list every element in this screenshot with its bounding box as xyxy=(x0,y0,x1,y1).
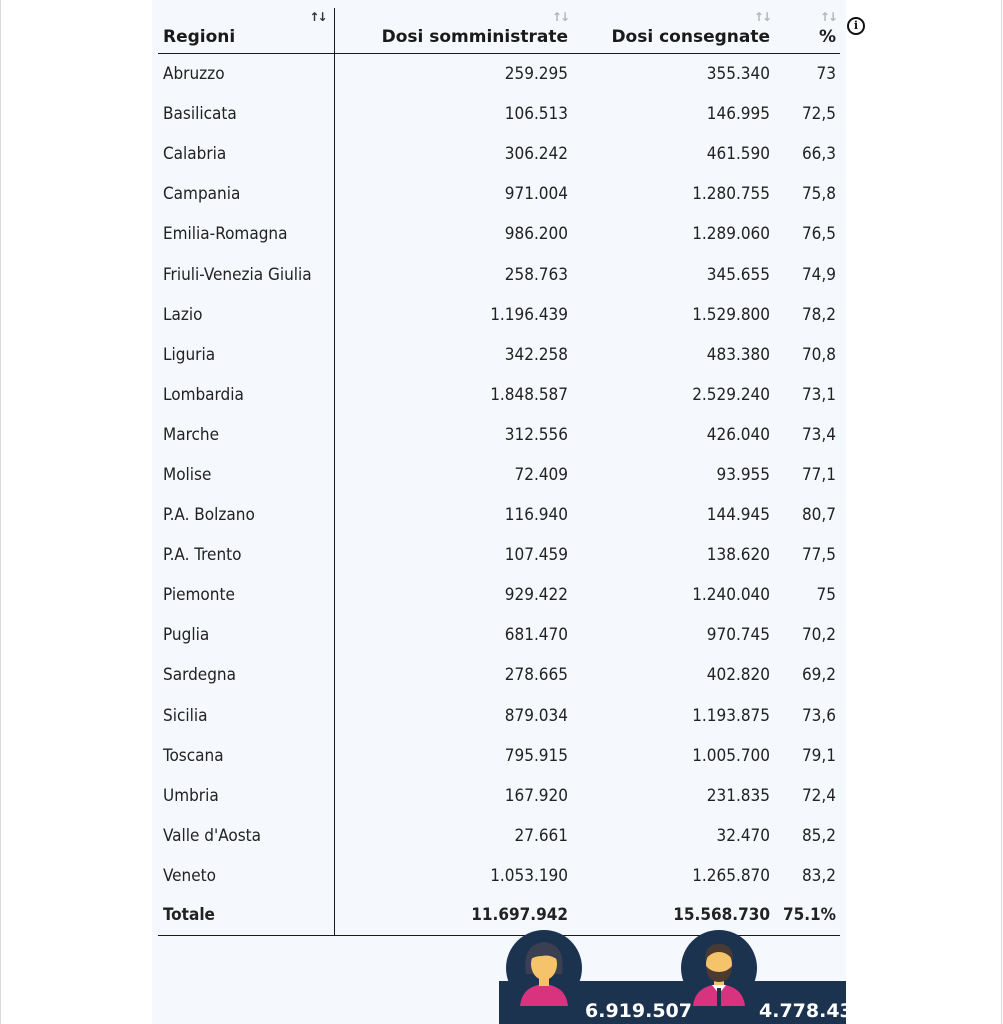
row-administered: 986.200 xyxy=(504,224,568,245)
row-delivered: 355.340 xyxy=(706,64,770,85)
header-administered[interactable] xyxy=(334,8,572,54)
row-administered: 116.940 xyxy=(504,505,568,526)
table-row xyxy=(158,335,840,375)
row-region: Toscana xyxy=(158,736,334,776)
row-percent: 75 xyxy=(816,585,836,606)
row-administered: 306.242 xyxy=(504,144,568,165)
row-region: Emilia-Romagna xyxy=(158,214,334,254)
row-percent: 77,5 xyxy=(801,545,836,566)
row-percent: 75,8 xyxy=(801,184,836,205)
header-administered-label: Dosi somministrate xyxy=(381,27,568,47)
left-edge-divider xyxy=(0,0,1,1024)
header-region[interactable] xyxy=(158,8,334,54)
header-percent-label: % xyxy=(818,27,836,47)
row-administered: 107.459 xyxy=(504,545,568,566)
row-percent: 80,7 xyxy=(801,505,836,526)
row-administered: 929.422 xyxy=(504,585,568,606)
row-percent: 70,2 xyxy=(801,625,836,646)
table-row xyxy=(158,455,840,495)
row-region: Valle d'Aosta xyxy=(158,816,334,856)
table-row xyxy=(158,254,840,294)
table-header-row xyxy=(158,8,840,54)
row-administered: 167.920 xyxy=(504,785,568,806)
row-delivered: 345.655 xyxy=(706,264,770,285)
row-region: Basilicata xyxy=(158,94,334,134)
total-percent: 75.1% xyxy=(774,896,840,936)
table-row xyxy=(158,776,840,816)
row-delivered: 1.280.755 xyxy=(692,184,770,205)
row-percent: 74,9 xyxy=(801,264,836,285)
header-delivered[interactable] xyxy=(572,8,774,54)
row-region: Molise xyxy=(158,455,334,495)
header-percent[interactable] xyxy=(774,8,840,54)
row-region: Puglia xyxy=(158,615,334,655)
women-count: 6.919.507 xyxy=(585,1000,692,1022)
row-administered: 1.196.439 xyxy=(490,304,568,325)
row-percent: 85,2 xyxy=(801,825,836,846)
row-percent: 78,2 xyxy=(801,304,836,325)
header-region-label: Regioni xyxy=(163,27,236,47)
table-row xyxy=(158,696,840,736)
table-row xyxy=(158,816,840,856)
table-row xyxy=(158,295,840,335)
row-delivered: 138.620 xyxy=(706,545,770,566)
row-percent: 72,5 xyxy=(801,104,836,125)
row-delivered: 970.745 xyxy=(706,625,770,646)
header-delivered-label: Dosi consegnate xyxy=(611,27,770,47)
table-row xyxy=(158,575,840,615)
info-icon[interactable]: i xyxy=(847,17,865,35)
row-region: Abruzzo xyxy=(158,54,334,95)
row-administered: 278.665 xyxy=(504,665,568,686)
row-administered: 681.470 xyxy=(504,625,568,646)
row-administered: 106.513 xyxy=(504,104,568,125)
row-delivered: 402.820 xyxy=(706,665,770,686)
row-region: Calabria xyxy=(158,134,334,174)
regions-table xyxy=(158,8,840,936)
sort-arrows-icon[interactable]: ↑↓ xyxy=(753,10,770,24)
sort-arrows-icon[interactable]: ↑↓ xyxy=(309,10,326,24)
row-delivered: 483.380 xyxy=(706,344,770,365)
row-delivered: 1.193.875 xyxy=(692,705,770,726)
table-row xyxy=(158,856,840,896)
row-administered: 72.409 xyxy=(514,464,568,485)
row-region: Veneto xyxy=(158,856,334,896)
table-row xyxy=(158,94,840,134)
row-administered: 879.034 xyxy=(504,705,568,726)
row-administered: 342.258 xyxy=(504,344,568,365)
man-avatar-icon xyxy=(681,930,757,1006)
row-delivered: 1.289.060 xyxy=(692,224,770,245)
row-delivered: 144.945 xyxy=(706,505,770,526)
row-region: Friuli-Venezia Giulia xyxy=(158,254,334,294)
row-percent: 70,8 xyxy=(801,344,836,365)
table-row xyxy=(158,535,840,575)
sort-arrows-icon[interactable]: ↑↓ xyxy=(819,10,836,24)
total-administered: 11.697.942 xyxy=(334,896,572,936)
row-region: Sardegna xyxy=(158,655,334,695)
row-region: Marche xyxy=(158,415,334,455)
row-region: P.A. Trento xyxy=(158,535,334,575)
total-delivered: 15.568.730 xyxy=(572,896,774,936)
table-row xyxy=(158,615,840,655)
row-region: Lombardia xyxy=(158,375,334,415)
row-delivered: 93.955 xyxy=(716,464,770,485)
row-region: Liguria xyxy=(158,335,334,375)
row-delivered: 426.040 xyxy=(706,424,770,445)
row-delivered: 1.240.040 xyxy=(692,585,770,606)
row-delivered: 2.529.240 xyxy=(692,384,770,405)
row-region: Sicilia xyxy=(158,696,334,736)
row-percent: 73,6 xyxy=(801,705,836,726)
row-percent: 77,1 xyxy=(801,464,836,485)
row-region: Campania xyxy=(158,174,334,214)
row-percent: 66,3 xyxy=(801,144,836,165)
table-row xyxy=(158,54,840,95)
row-percent: 79,1 xyxy=(801,745,836,766)
row-administered: 1.848.587 xyxy=(490,384,568,405)
row-region: P.A. Bolzano xyxy=(158,495,334,535)
row-delivered: 231.835 xyxy=(706,785,770,806)
table-row xyxy=(158,495,840,535)
row-percent: 76,5 xyxy=(801,224,836,245)
woman-avatar-icon xyxy=(506,930,582,1006)
row-administered: 259.295 xyxy=(504,64,568,85)
table-row xyxy=(158,415,840,455)
row-region: Lazio xyxy=(158,295,334,335)
row-delivered: 1.005.700 xyxy=(692,745,770,766)
row-region: Piemonte xyxy=(158,575,334,615)
row-delivered: 146.995 xyxy=(706,104,770,125)
row-percent: 72,4 xyxy=(801,785,836,806)
row-percent: 83,2 xyxy=(801,865,836,886)
row-percent: 73,1 xyxy=(801,384,836,405)
table-row xyxy=(158,375,840,415)
total-label: Totale xyxy=(158,896,334,936)
row-administered: 258.763 xyxy=(504,264,568,285)
row-delivered: 32.470 xyxy=(716,825,770,846)
row-percent: 73,4 xyxy=(801,424,836,445)
row-administered: 1.053.190 xyxy=(490,865,568,886)
table-row xyxy=(158,214,840,254)
row-percent: 69,2 xyxy=(801,665,836,686)
men-count: 4.778.435 xyxy=(759,1000,866,1022)
row-percent: 73 xyxy=(816,64,836,85)
row-administered: 971.004 xyxy=(504,184,568,205)
table-row xyxy=(158,134,840,174)
row-administered: 795.915 xyxy=(504,745,568,766)
row-delivered: 1.265.870 xyxy=(692,865,770,886)
sort-arrows-icon[interactable]: ↑↓ xyxy=(551,10,568,24)
row-region: Umbria xyxy=(158,776,334,816)
table-row xyxy=(158,736,840,776)
row-delivered: 1.529.800 xyxy=(692,304,770,325)
table-row xyxy=(158,655,840,695)
row-delivered: 461.590 xyxy=(706,144,770,165)
table-row xyxy=(158,174,840,214)
table-body xyxy=(158,54,840,896)
row-administered: 312.556 xyxy=(504,424,568,445)
right-edge-divider xyxy=(1001,0,1002,1024)
row-administered: 27.661 xyxy=(514,825,568,846)
